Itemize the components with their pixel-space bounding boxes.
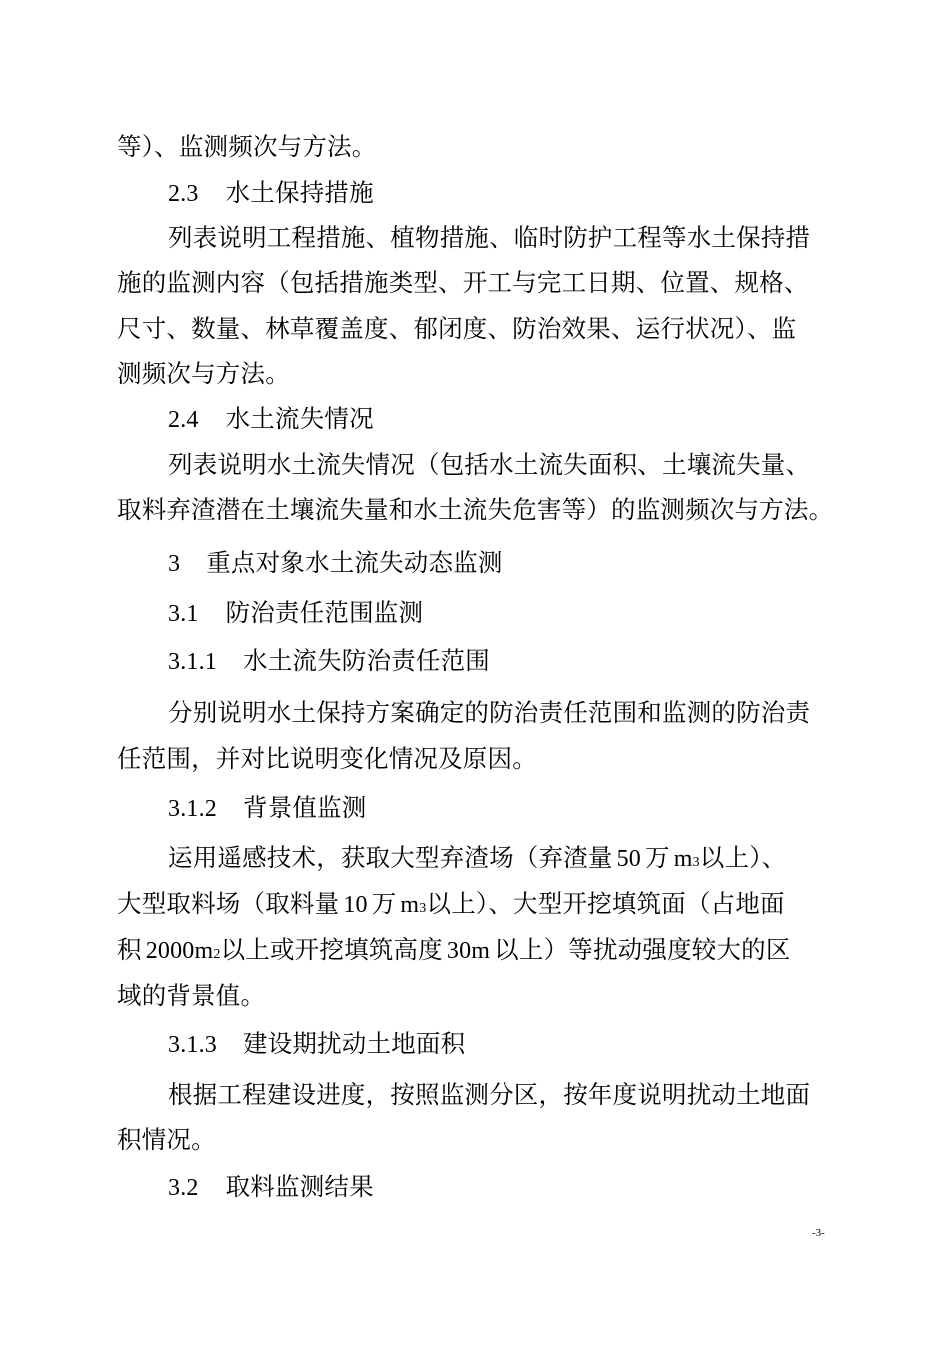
section-number: 3.2 bbox=[168, 1175, 199, 1201]
section-heading-3-1-1 bbox=[168, 645, 490, 678]
section-title: 水土流失防治责任范围 bbox=[243, 646, 490, 675]
unit: m bbox=[673, 846, 693, 872]
section-heading-3-1-3 bbox=[168, 1028, 465, 1061]
unit-exponent: 2 bbox=[213, 947, 221, 962]
body-text-line: 列表说明水土流失情况（包括水土流失面积、土壤流失量、 bbox=[168, 450, 811, 479]
section-number: 3.1.1 bbox=[168, 649, 217, 675]
body-text-line bbox=[117, 888, 785, 925]
body-text-line: 根据工程建设进度，按照监测分区，按年度说明扰动土地面 bbox=[168, 1080, 811, 1109]
body-text-line: 尺寸、数量、林草覆盖度、郁闭度、防治效果、运行状况）、监 bbox=[117, 314, 797, 343]
unit-exponent: 3 bbox=[419, 901, 427, 916]
section-title: 水土保持措施 bbox=[225, 178, 374, 207]
body-text-line: 测频次与方法。 bbox=[117, 359, 290, 388]
section-heading-3 bbox=[168, 547, 503, 580]
body-text-line: 域的背景值。 bbox=[117, 981, 266, 1010]
unit: m bbox=[400, 892, 420, 918]
section-title: 防治责任范围监测 bbox=[225, 598, 424, 627]
section-number: 3.1 bbox=[168, 601, 199, 627]
body-text-line bbox=[168, 842, 786, 879]
quantity-value: 50 bbox=[616, 846, 642, 872]
text-run: 以上）等扰动强度较大的区 bbox=[494, 935, 791, 964]
text-run: 运用遥感技术，获取大型弃渣场（弃渣量 bbox=[168, 843, 613, 872]
section-title: 水土流失情况 bbox=[225, 404, 374, 433]
text-run: 以上）、 bbox=[699, 843, 787, 872]
section-heading-2-3 bbox=[168, 177, 374, 210]
page-number: -3- bbox=[812, 1227, 825, 1239]
section-title: 建设期扰动土地面积 bbox=[243, 1029, 466, 1058]
text-run: 大型取料场（取料量 bbox=[117, 889, 340, 918]
body-text-line: 分别说明水土保持方案确定的防治责任范围和监测的防治责 bbox=[168, 698, 811, 727]
body-text-line: 积情况。 bbox=[117, 1125, 216, 1154]
section-number: 2.3 bbox=[168, 181, 199, 207]
text-run: 以上或开挖填筑高度 bbox=[220, 935, 443, 964]
unit-exponent: 3 bbox=[692, 855, 700, 870]
section-number: 3 bbox=[168, 551, 181, 577]
text-run: 积 bbox=[117, 935, 142, 964]
body-text-line: 列表说明工程措施、植物措施、临时防护工程等水土保持措 bbox=[168, 223, 811, 252]
section-number: 2.4 bbox=[168, 407, 199, 433]
section-number: 3.1.3 bbox=[168, 1032, 217, 1058]
section-title: 重点对象水土流失动态监测 bbox=[206, 548, 503, 577]
section-heading-2-4 bbox=[168, 403, 374, 436]
section-heading-3-2 bbox=[168, 1171, 374, 1204]
body-text-line: 任范围，并对比说明变化情况及原因。 bbox=[117, 744, 537, 773]
text-run: 万 bbox=[371, 889, 397, 918]
body-text-line: 取料弃渣潜在土壤流失量和水土流失危害等）的监测频次与方法。 bbox=[117, 495, 834, 524]
quantity-value: 10 bbox=[343, 892, 368, 918]
section-number: 3.1.2 bbox=[168, 796, 217, 822]
section-title: 取料监测结果 bbox=[225, 1172, 374, 1201]
section-heading-3-1-2 bbox=[168, 792, 367, 825]
text-run: 以上）、大型开挖填筑面（占地面 bbox=[426, 889, 785, 918]
body-text-line: 施的监测内容（包括措施类型、开工与完工日期、位置、规格、 bbox=[117, 268, 809, 297]
section-title: 背景值监测 bbox=[243, 793, 367, 822]
quantity-value: 2000m bbox=[145, 938, 214, 964]
text-run: 万 bbox=[645, 843, 670, 872]
quantity-value: 30m bbox=[446, 938, 491, 964]
body-text-line: 等）、监测频次与方法。 bbox=[117, 132, 377, 161]
section-heading-3-1 bbox=[168, 597, 423, 630]
body-text-line bbox=[117, 934, 791, 971]
